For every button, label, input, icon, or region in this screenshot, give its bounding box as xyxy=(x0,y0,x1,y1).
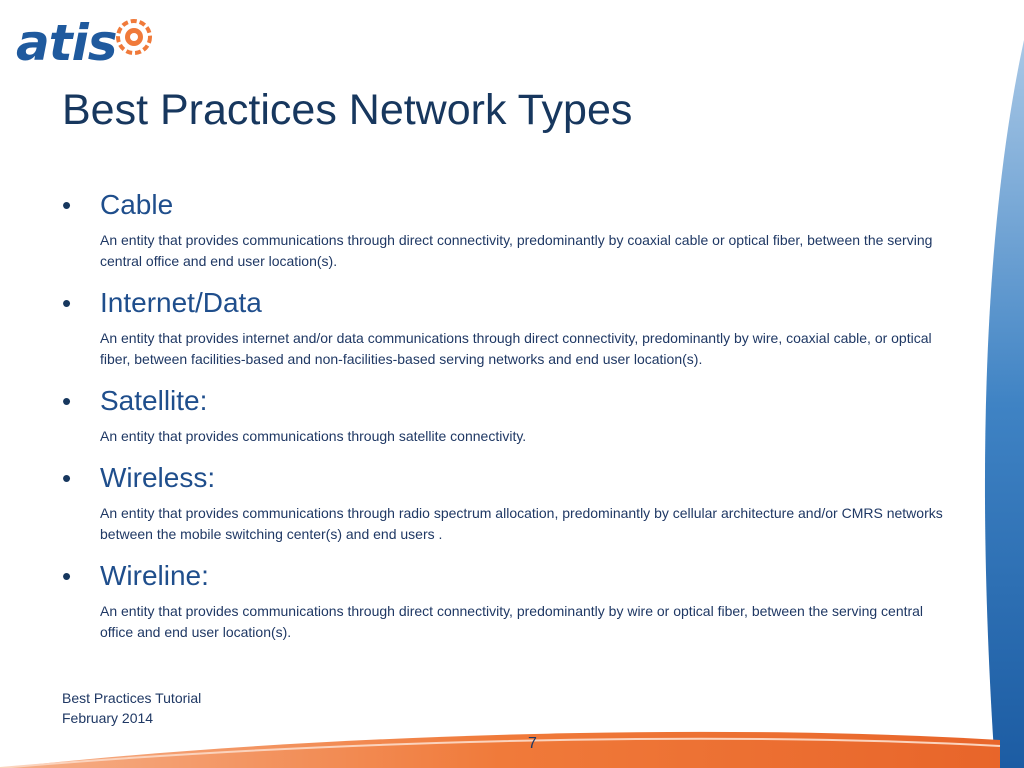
logo-wordmark: atis xyxy=(16,14,117,72)
bullet-icon: • xyxy=(62,190,72,220)
item-description: An entity that provides communications through direct connectivity, predominantly by wire or optical fiber, between the serving central office and end user location(s). xyxy=(100,603,924,640)
bullet-icon: • xyxy=(62,386,72,416)
page-title: Best Practices Network Types xyxy=(62,86,633,134)
list-item-satellite xyxy=(62,382,952,447)
right-blue-swoosh xyxy=(985,40,1024,768)
item-heading: Internet/Data xyxy=(100,287,262,318)
bullet-icon: • xyxy=(62,463,72,493)
bullet-icon: • xyxy=(62,288,72,318)
bottom-orange-swoosh xyxy=(0,732,1000,768)
item-heading: Wireline: xyxy=(100,560,209,591)
item-description: An entity that provides communications through satellite connectivity. xyxy=(100,428,527,444)
list-item-wireline xyxy=(62,557,952,643)
network-types-list xyxy=(62,186,952,655)
item-description: An entity that provides communications through direct connectivity, predominantly by coaxial cable or optical fiber, between the serving central office and end user location(s). xyxy=(100,232,933,269)
item-heading: Satellite: xyxy=(100,385,208,416)
item-description: An entity that provides internet and/or data communications through direct connectivity, predominantly by wire, coaxial cable, or optical fiber, between facilities-based and non-facilities-based serving networks and end user location(s). xyxy=(100,330,932,367)
item-heading: Cable xyxy=(100,189,174,220)
list-item-wireless xyxy=(62,459,952,545)
footer-line-tutorial: Best Practices Tutorial xyxy=(62,690,202,706)
list-item-internet-data xyxy=(62,284,952,370)
footer-line-date: February 2014 xyxy=(62,710,154,726)
bullet-icon: • xyxy=(62,561,72,591)
item-description: An entity that provides communications through radio spectrum allocation, predominantly by cellular architecture and/or CMRS networks between the mobile switching center(s) and end users . xyxy=(100,505,943,542)
list-item-cable xyxy=(62,186,952,272)
item-heading: Wireless: xyxy=(100,462,216,493)
footer xyxy=(62,688,201,728)
page-number: 7 xyxy=(528,735,537,752)
